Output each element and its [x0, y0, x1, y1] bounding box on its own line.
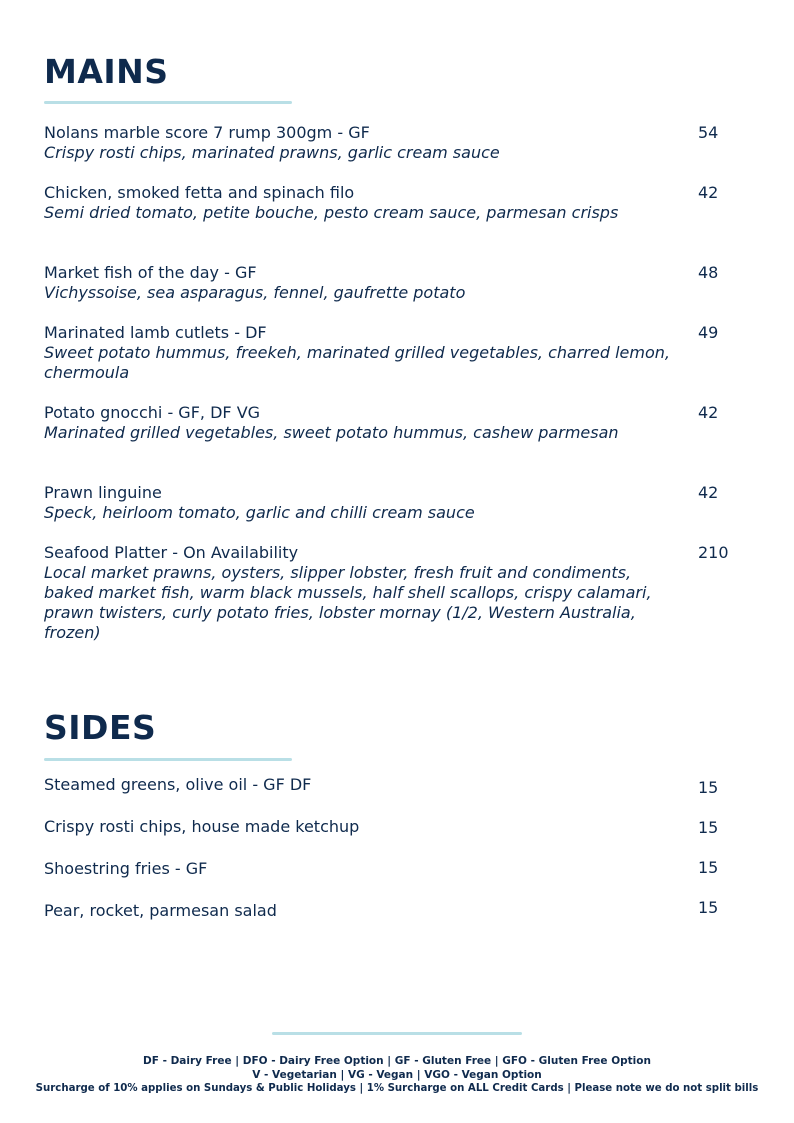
- menu-item: [44, 123, 724, 163]
- menu-item: [44, 403, 724, 443]
- side-item: [44, 859, 724, 879]
- item-name: Seafood Platter - On Availability: [44, 543, 299, 562]
- item-price: 54: [698, 123, 719, 142]
- mains-divider: [44, 101, 292, 104]
- side-item: [44, 898, 724, 921]
- side-price: 15: [698, 778, 719, 797]
- item-price: 42: [698, 403, 719, 422]
- item-price: 210: [698, 543, 729, 562]
- item-description: Semi dried tomato, petite bouche, pesto cream sauce, parmesan crisps: [44, 203, 619, 222]
- surcharge-note: Surcharge of 10% applies on Sundays & Public Holidays | 1% Surcharge on ALL Credit Cards | Please note we do not split bills: [35, 1083, 759, 1094]
- side-name: Pear, rocket, parmesan salad: [44, 901, 277, 920]
- dietary-legend-2: V - Vegetarian | VG - Vegan | VGO - Vegan Option: [252, 1069, 542, 1081]
- mains-heading: MAINS: [44, 52, 169, 91]
- menu-item: [44, 483, 724, 523]
- item-description: Crispy rosti chips, marinated prawns, garlic cream sauce: [44, 143, 500, 162]
- item-description: Marinated grilled vegetables, sweet potato hummus, cashew parmesan: [44, 423, 619, 442]
- side-price: 15: [698, 858, 719, 877]
- sides-divider: [44, 758, 292, 761]
- item-price: 42: [698, 183, 719, 202]
- item-name: Marinated lamb cutlets - DF: [44, 323, 267, 342]
- item-price: 49: [698, 323, 719, 342]
- side-name: Steamed greens, olive oil - GF DF: [44, 775, 312, 794]
- side-item: [44, 775, 724, 795]
- item-name: Nolans marble score 7 rump 300gm - GF: [44, 123, 370, 142]
- menu-item: [44, 323, 724, 383]
- footer-divider: [272, 1032, 522, 1035]
- side-name: Shoestring fries - GF: [44, 859, 208, 878]
- sides-heading: SIDES: [44, 708, 157, 747]
- side-item: [44, 817, 724, 837]
- dietary-legend: DF - Dairy Free | DFO - Dairy Free Option | GF - Gluten Free | GFO - Gluten Free Option: [143, 1055, 651, 1067]
- side-price: 15: [698, 898, 719, 917]
- item-description: Vichyssoise, sea asparagus, fennel, gaufrette potato: [44, 283, 466, 302]
- menu-item: [44, 543, 729, 643]
- item-description: Local market prawns, oysters, slipper lobster, fresh fruit and condiments, baked market fish, warm black mussels, half shell scallops, crispy calamari, prawn twisters, curly potato fries, lobster mornay (1/2, Western Australia, frozen): [44, 563, 652, 642]
- item-name: Potato gnocchi - GF, DF VG: [44, 403, 261, 422]
- item-description: Sweet potato hummus, freekeh, marinated grilled vegetables, charred lemon, chermoula: [44, 343, 670, 382]
- item-name: Prawn linguine: [44, 483, 162, 502]
- item-name: Market fish of the day - GF: [44, 263, 257, 282]
- item-name: Chicken, smoked fetta and spinach filo: [44, 183, 355, 202]
- item-description: Speck, heirloom tomato, garlic and chilli cream sauce: [44, 503, 475, 522]
- item-price: 42: [698, 483, 719, 502]
- menu-item: [44, 183, 724, 223]
- side-name: Crispy rosti chips, house made ketchup: [44, 817, 360, 836]
- menu-item: [44, 263, 724, 303]
- side-price: 15: [698, 818, 719, 837]
- item-price: 48: [698, 263, 719, 282]
